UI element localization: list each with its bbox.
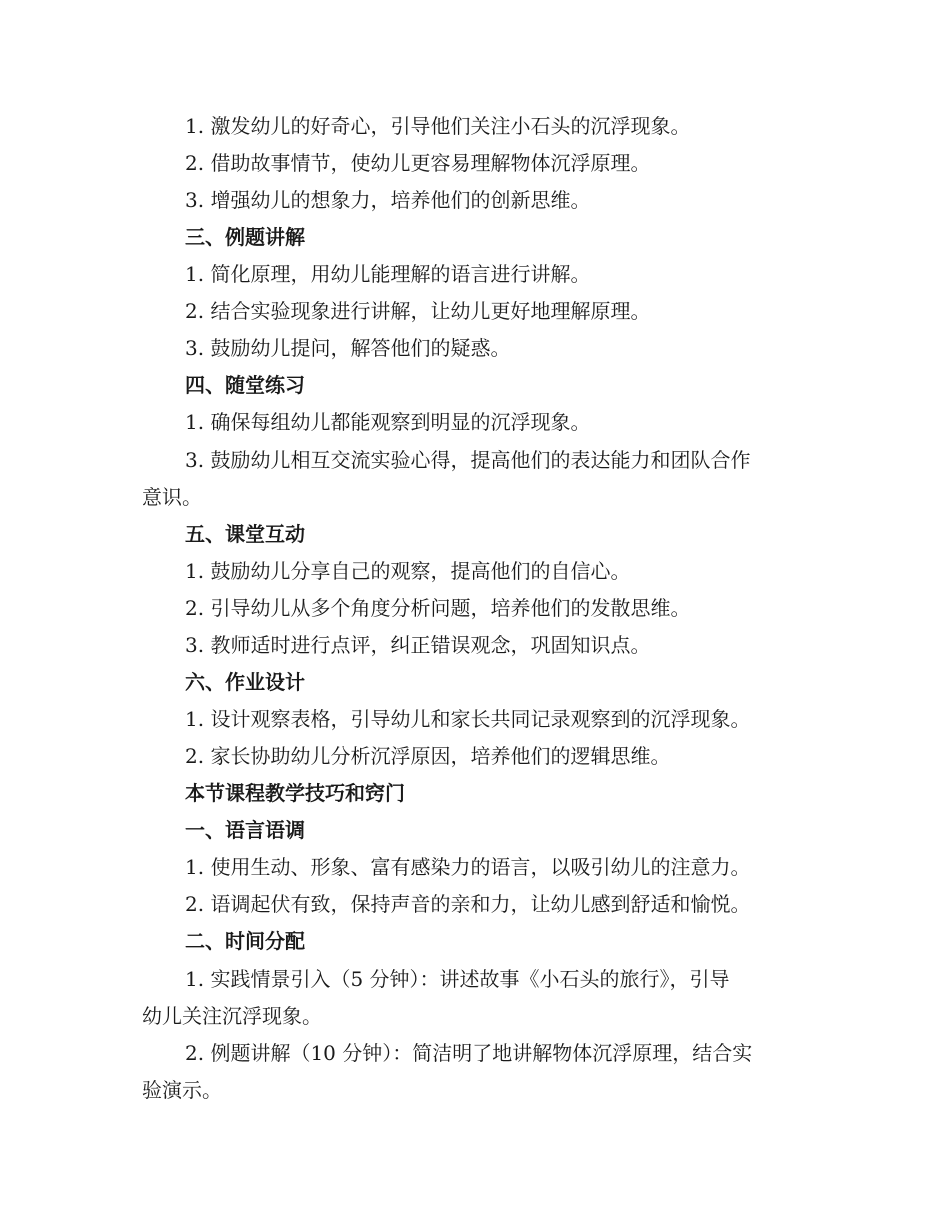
list-item-continuation: 验演示。 <box>142 1078 222 1102</box>
list-item: 3. 增强幼儿的想象力，培养他们的创新思维。 <box>185 188 591 212</box>
list-item: 2. 语调起伏有致，保持声音的亲和力，让幼儿感到舒适和愉悦。 <box>185 892 751 916</box>
list-item: 2. 家长协助幼儿分析沉浮原因，培养他们的逻辑思维。 <box>185 744 671 768</box>
section-heading: 一、语言语调 <box>185 818 305 842</box>
list-item: 2. 引导幼儿从多个角度分析问题，培养他们的发散思维。 <box>185 596 691 620</box>
section-heading: 二、时间分配 <box>185 929 305 953</box>
list-item: 2. 结合实验现象进行讲解，让幼儿更好地理解原理。 <box>185 299 651 323</box>
section-heading: 六、作业设计 <box>185 670 305 694</box>
section-heading: 四、随堂练习 <box>185 373 305 397</box>
list-item: 1. 激发幼儿的好奇心，引导他们关注小石头的沉浮现象。 <box>185 114 691 138</box>
list-item: 1. 使用生动、形象、富有感染力的语言，以吸引幼儿的注意力。 <box>185 855 751 879</box>
list-item: 1. 鼓励幼儿分享自己的观察，提高他们的自信心。 <box>185 559 631 583</box>
list-item: 1. 实践情景引入（5 分钟）：讲述故事《小石头的旅行》，引导 <box>185 967 730 991</box>
list-item: 1. 简化原理，用幼儿能理解的语言进行讲解。 <box>185 262 591 286</box>
list-item: 3. 鼓励幼儿相互交流实验心得，提高他们的表达能力和团队合作 <box>185 448 751 472</box>
list-item-continuation: 意识。 <box>142 485 202 509</box>
list-item: 1. 确保每组幼儿都能观察到明显的沉浮现象。 <box>185 410 591 434</box>
list-item: 2. 例题讲解（10 分钟）：简洁明了地讲解物体沉浮原理，结合实 <box>185 1041 753 1065</box>
section-heading: 五、课堂互动 <box>185 522 305 546</box>
list-item: 3. 教师适时进行点评，纠正错误观念，巩固知识点。 <box>185 633 651 657</box>
section-heading: 三、例题讲解 <box>185 225 305 249</box>
list-item: 2. 借助故事情节，使幼儿更容易理解物体沉浮原理。 <box>185 151 651 175</box>
list-item: 1. 设计观察表格，引导幼儿和家长共同记录观察到的沉浮现象。 <box>185 707 751 731</box>
list-item-continuation: 幼儿关注沉浮现象。 <box>142 1004 322 1028</box>
list-item: 3. 鼓励幼儿提问，解答他们的疑惑。 <box>185 336 511 360</box>
section-title: 本节课程教学技巧和窍门 <box>185 781 405 805</box>
